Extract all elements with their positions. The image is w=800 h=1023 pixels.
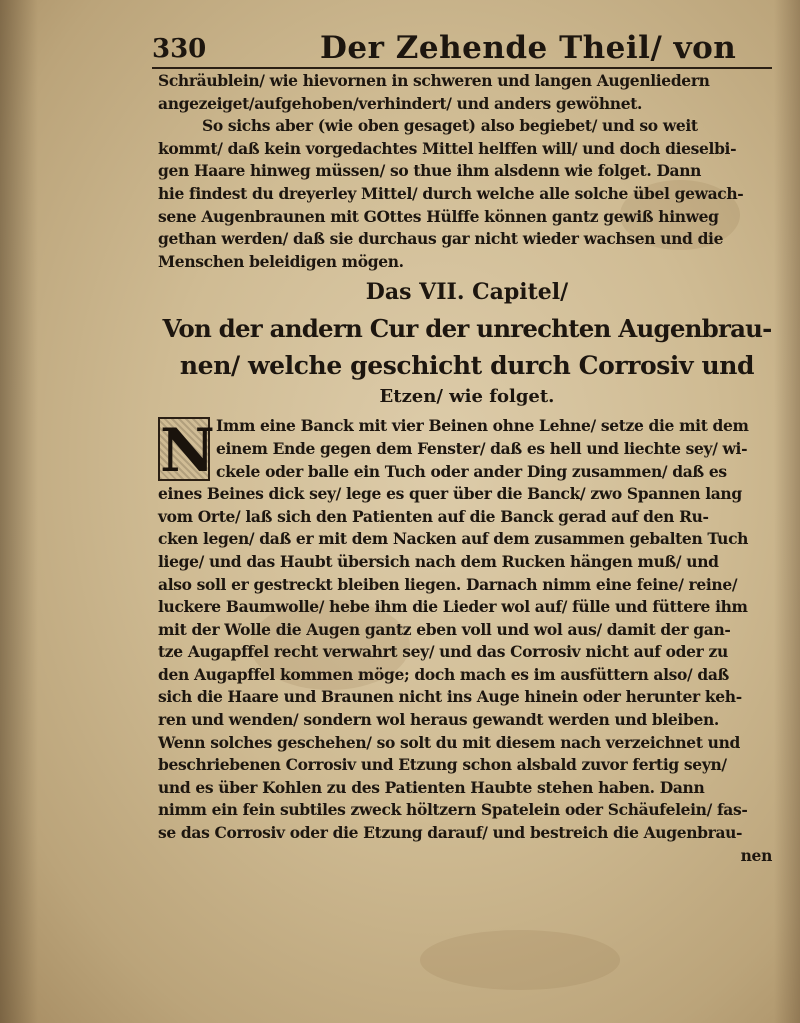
chapter-title: Etzen/ wie folget. — [379, 386, 555, 408]
text-line: sene Augenbraunen mit GOttes Hülffe können gantz gewiß hinweg — [158, 206, 719, 226]
text-line: gethan werden/ daß sie durchaus gar nicht wieder wachsen und die — [158, 229, 724, 249]
text-line: Menschen beleidigen mögen. — [158, 251, 404, 271]
running-title: Der Zehende Theil/ von — [320, 30, 737, 66]
chapter-heading — [158, 275, 776, 411]
text-line: gen Haare hinweg müssen/ so thue ihm alsdenn wie folget. Dann — [158, 161, 702, 181]
paper-stain — [420, 930, 620, 990]
chapter-number: Das VII. Capitel/ — [365, 279, 569, 306]
text-line: So sichs aber (wie oben gesaget) also begiebet/ und so weit — [202, 116, 698, 136]
text-line: nimm ein fein subtiles zweck höltzern Spatelein oder Schäufelein/ fas- — [158, 800, 748, 820]
text-line: liege/ und das Haubt übersich nach dem Rucken hängen muß/ und — [158, 551, 719, 571]
catchword: nen — [740, 845, 772, 865]
chapter-title: Von der andern Cur der unrechten Augenbrau- — [162, 314, 772, 344]
text-line: mit der Wolle die Augen gantz eben voll und wol aus/ damit der gan- — [158, 619, 731, 639]
text-line: ckele oder balle ein Tuch oder ander Ding zusammen/ daß es — [216, 461, 727, 481]
page-body — [158, 70, 776, 867]
text-line: tze Augapffel recht verwahrt sey/ und das Corrosiv nicht auf oder zu — [158, 642, 728, 662]
chapter-text — [158, 415, 776, 867]
text-line: angezeiget/aufgehoben/verhindert/ und anders gewöhnet. — [158, 93, 643, 113]
text-line: eines Beines dick sey/ lege es quer über die Banck/ zwo Spannen lang — [158, 484, 742, 504]
text-line: einem Ende gegen dem Fenster/ daß es hell und liechte sey/ wi- — [216, 438, 748, 458]
text-line: den Augapffel kommen möge; doch mach es im ausfüttern also/ daß — [158, 664, 729, 684]
text-line: Wenn solches geschehen/ so solt du mit diesem nach verzeichnet und — [158, 732, 740, 752]
text-line: kommt/ daß kein vorgedachtes Mittel helffen will/ und doch dieselbi- — [158, 138, 737, 158]
text-line: Schräublein/ wie hievornen in schweren und langen Augenliedern — [158, 71, 710, 90]
text-line: beschriebenen Corrosiv und Etzung schon alsbald zuvor fertig seyn/ — [158, 755, 727, 775]
text-line: luckere Baumwolle/ hebe ihm die Lieder wol auf/ fülle und füttere ihm — [158, 597, 748, 617]
page-header — [152, 28, 772, 68]
text-line: Imm eine Banck mit vier Beinen ohne Lehne/ setze die mit dem — [216, 416, 749, 436]
paragraph-continuation — [158, 70, 776, 115]
paragraph — [158, 115, 776, 273]
drop-cap-initial: N — [160, 416, 215, 487]
text-line: se das Corrosiv oder die Etzung darauf/ und bestreich die Augenbrau- — [158, 823, 743, 843]
text-line: und es über Kohlen zu des Patienten Haubte stehen haben. Dann — [158, 777, 705, 797]
text-line: hie findest du dreyerley Mittel/ durch welche alle solche übel gewach- — [158, 183, 744, 203]
text-line: vom Orte/ laß sich den Patienten auf die Banck gerad auf den Ru- — [158, 506, 709, 526]
text-line: also soll er gestreckt bleiben liegen. Darnach nimm eine feine/ reine/ — [158, 574, 738, 594]
text-line: sich die Haare und Braunen nicht ins Auge hinein oder herunter keh- — [158, 687, 742, 707]
header-rule — [152, 67, 772, 69]
chapter-title: nen/ welche geschicht durch Corrosiv und — [179, 351, 755, 381]
page-number: 330 — [152, 34, 207, 64]
text-line: ren und wenden/ sondern wol heraus gewandt werden und bleiben. — [158, 710, 719, 730]
text-line: cken legen/ daß er mit dem Nacken auf dem zusammen gebalten Tuch — [158, 529, 749, 549]
